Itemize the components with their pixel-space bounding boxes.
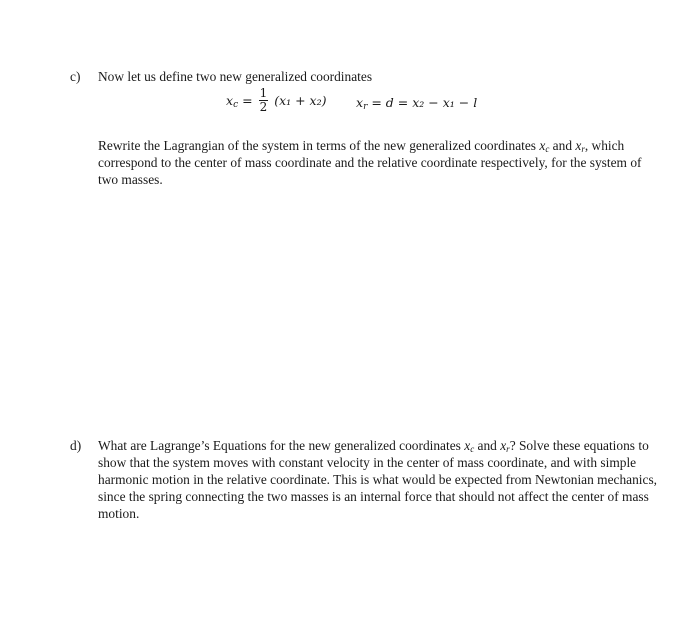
eq-xc-rhs: (x₁ + x₂) — [274, 93, 327, 108]
question-d-body: What are Lagrange’s Equations for the new generalized coordinates $x_c$ and $x_r$? Solve these equations to show that the system moves with constant velocity in the center of mass coordinate, and with simple harmonic motion in the relative coordinate. This is what would be expected from Newtonian mechanics, since the spring connecting the two masses is an internal force that should not affect the center of mass motion. — [98, 438, 658, 521]
eq-xc-equals: = — [242, 93, 253, 108]
equation-center-of-mass — [226, 88, 326, 115]
eq-xr-rhs: = d = x₂ − x₁ − l — [371, 95, 478, 110]
var-xr: $x_r$ — [500, 438, 510, 454]
eq-xr-lhs: $x_r$ — [356, 95, 368, 112]
question-c-body: Rewrite the Lagrangian of the system in terms of the new generalized coordinates $x_c$ and $x_r$, which correspond to the center of mass coordinate and the relative coordinate respectively, for the system of two masses. — [98, 138, 642, 187]
eq-xc-frac-num: 1 — [259, 86, 268, 100]
question-d-label: d) — [70, 438, 82, 453]
var-xr: $x_r$ — [575, 138, 585, 154]
equation-relative — [356, 95, 477, 110]
var-xc: $x_c$ — [464, 438, 475, 454]
eq-xc-lhs: $x_c$ — [226, 93, 239, 110]
question-c-label: c) — [70, 69, 81, 84]
eq-xc-fraction — [259, 87, 269, 114]
var-xc: $x_c$ — [539, 138, 550, 154]
question-c-intro: Now let us define two new generalized coordinates — [98, 69, 373, 84]
eq-xc-frac-den: 2 — [259, 100, 268, 114]
